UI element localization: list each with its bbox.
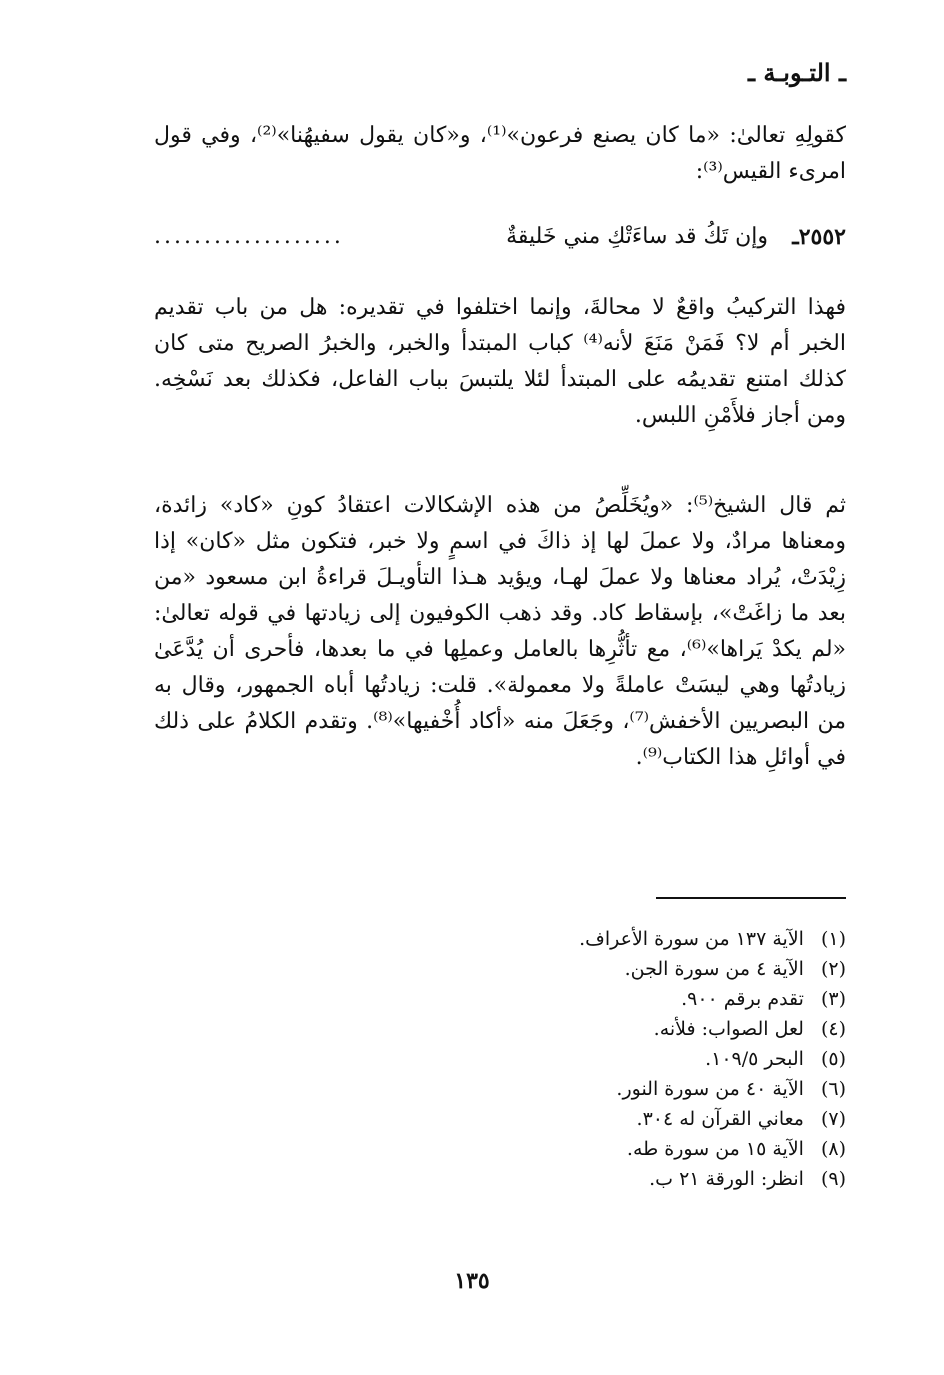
footnote-number: (٧): [820, 1108, 846, 1130]
footnote-item: [579, 1164, 846, 1194]
footnote-text: الآية ٤ من سورة الجن.: [624, 958, 804, 980]
footnote-item: [579, 1014, 846, 1044]
footnote-item: [579, 1134, 846, 1164]
footnote-text: تقدم برقم ٩٠٠.: [681, 988, 804, 1010]
paragraph-2: فهذا التركيبُ واقعٌ لا محالةَ، وإنما اختلفوا في تقديره: هل من باب تقديم الخبر أم لا؟ فَمَنْ مَنَعَ لأنه⁽⁴⁾ كباب المبتدأ والخبر، والخبرُ الصريح متى كان كذلك امتنع تقديمُه على المبتدأ لئلا يلتبسَ بباب الفاعل، فكذلك بعد نَسْخِه. ومن أجاز فلأَمْنِ اللبس.: [154, 295, 846, 428]
footnote-text: البحر ١٠٩/٥.: [705, 1048, 804, 1070]
paragraph-1: كقولِهِ تعالىٰ: «ما كان يصنع فرعون»⁽¹⁾، و«كان يقول سفيهُنا»⁽²⁾، وفي قول امرىء القيس⁽³⁾:: [154, 123, 846, 184]
footnotes-list: [579, 924, 846, 1194]
footnote-item: [579, 954, 846, 984]
footnote-text: انظر: الورقة ٢١ ب.: [649, 1168, 804, 1190]
footnote-text: لعل الصواب: فلأنه.: [653, 1018, 804, 1040]
footnote-text: الآية ١٥ من سورة طه.: [626, 1138, 804, 1160]
footnote-number: (٦): [820, 1078, 846, 1100]
footnote-number: (٤): [820, 1018, 846, 1040]
footnote-separator: [656, 897, 846, 899]
poetry-verse: [154, 224, 846, 264]
footnote-number: (٨): [820, 1138, 846, 1160]
footnote-text: الآية ١٣٧ من سورة الأعراف.: [579, 928, 804, 950]
footnote-text: الآية ٤٠ من سورة النور.: [616, 1078, 804, 1100]
footnote-number: (٥): [820, 1048, 846, 1070]
footnote-item: [579, 924, 846, 954]
verse-number: ٢٥٥٢ـ: [792, 224, 846, 250]
verse-omission-dots: ...................: [154, 224, 344, 249]
footnote-item: [579, 1044, 846, 1074]
footnote-number: (٣): [820, 988, 846, 1010]
page-number: ١٣٥: [454, 1268, 490, 1294]
footnote-text: معاني القرآن له ٣٠٤.: [636, 1108, 804, 1130]
footnote-number: (٩): [820, 1168, 846, 1190]
verse-hemistich: وإن تَكُ قد ساءَتْكِ مني خَليقةٌ: [506, 224, 768, 249]
running-head: ـ التـوبـة ـ: [747, 58, 846, 87]
footnote-item: [579, 1074, 846, 1104]
paragraph-3: ثم قال الشيخ⁽⁵⁾: «ويُخَلِّصُ من هذه الإشكالات اعتقادُ كونِ «كاد» زائدة، ومعناها مرادٌ، ولا عملَ لها إذ ذاكَ في اسمٍ ولا خبر، فتكون مثل «كان» إذا زِيْدَتْ، يُراد معناها ولا عملَ لهـا، ويؤيد هـذا التأويـلَ قراءةُ ابن مسعود «من بعد ما زاغَتْ»، بإسقاط كاد. وقد ذهب الكوفيون إلى زيادتها في قوله تعالىٰ: «لم يكدْ يَراها»⁽⁶⁾، مع تأثُّرِها بالعامل وعملِها في ما بعدها، فأحرى أن يُدَّعَىٰ زيادتُها وهي ليسَتْ عاملةً ولا معمولة». قلت: زيادتُها أباه الجمهور، وقال به من البصريين الأخفش⁽⁷⁾، وجَعَلَ منه «أكاد أُخْفيها»⁽⁸⁾. وتقدم الكلامُ على ذلك في أوائلِ هذا الكتاب⁽⁹⁾.: [154, 493, 847, 770]
footnote-number: (٢): [820, 958, 846, 980]
footnote-number: (١): [820, 928, 846, 950]
footnote-item: [579, 1104, 846, 1134]
footnote-item: [579, 984, 846, 1014]
